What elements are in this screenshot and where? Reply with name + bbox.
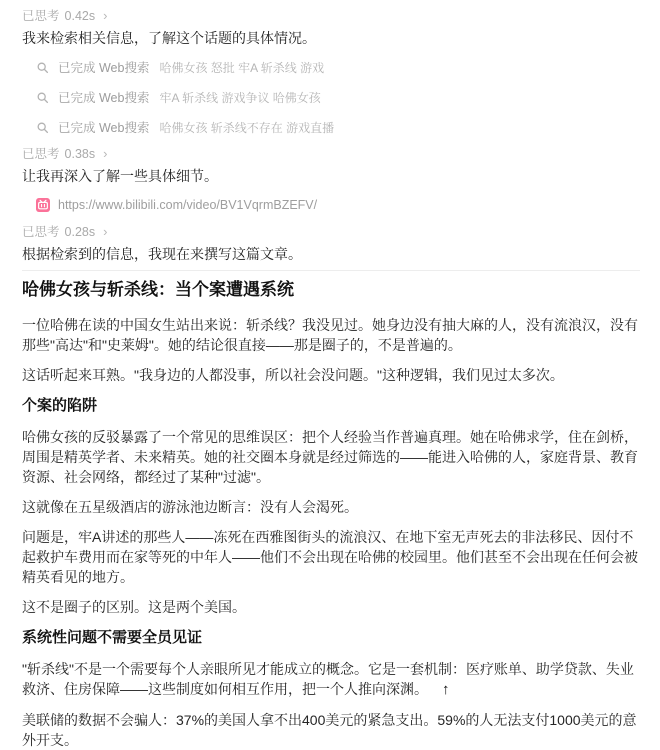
- section-heading-2: 系统性问题不需要全员见证: [22, 629, 203, 646]
- article-paragraph-s1-1: 哈佛女孩的反驳暴露了一个常见的思维误区：把个人经验当作普遍真理。她在哈佛求学，住在剑桥，周围是精英学者、未来精英。她的社交圈本身就是经过筛选的——能进入哈佛的人，家庭背景、教育资源、社会网络，都经过了某种"过滤"。: [22, 429, 638, 485]
- search-status-label: 已完成 Web搜索: [58, 121, 150, 135]
- assistant-message-2: 让我再深入了解一些具体细节。: [22, 168, 218, 184]
- web-search-result-2[interactable]: [36, 82, 640, 112]
- search-status-label: 已完成 Web搜索: [58, 91, 150, 105]
- thinking-toggle-3[interactable]: [22, 224, 640, 240]
- chevron-right-icon: ›: [103, 8, 108, 23]
- search-query: 哈佛女孩 斩杀线不存在 游戏直播: [159, 120, 335, 135]
- thinking-label: 已思考: [22, 147, 60, 161]
- web-search-list: [22, 52, 640, 142]
- web-search-result-3[interactable]: [36, 112, 640, 142]
- thinking-label: 已思考: [22, 225, 60, 239]
- search-query: 牢A 斩杀线 游戏争议 哈佛女孩: [159, 90, 321, 105]
- section-heading-1: 个案的陷阱: [22, 397, 98, 414]
- article-paragraph-s1-2: 这就像在五星级酒店的游泳池边断言：没有人会渴死。: [22, 499, 358, 515]
- web-search-result-1[interactable]: [36, 52, 640, 82]
- search-icon: [36, 91, 49, 104]
- article-paragraph-intro-2: 这话听起来耳熟。"我身边的人都没事，所以社会没问题。"这种逻辑，我们见过太多次。: [22, 367, 564, 383]
- thinking-label: 已思考: [22, 9, 60, 23]
- article-paragraph-s2-2: 美联储的数据不会骗人：37%的美国人拿不出400美元的紧急支出。59%的人无法支付1000美元的意外开支。: [22, 712, 637, 748]
- assistant-message-3: 根据检索到的信息，我现在来撰写这篇文章。: [22, 246, 302, 262]
- thinking-duration: 0.38s: [64, 147, 96, 161]
- chevron-right-icon: ›: [103, 224, 108, 239]
- article-paragraph-s1-4: 这不是圈子的区别。这是两个美国。: [22, 599, 246, 615]
- article-paragraph-intro-1: 一位哈佛在读的中国女生站出来说：斩杀线？我没见过。她身边没有抽大麻的人，没有流浪汉，没有那些"高达"和"史莱姆"。她的结论很直接——那是圈子的，不是普遍的。: [22, 317, 638, 353]
- thinking-toggle-1[interactable]: [22, 8, 640, 24]
- paragraph-text: "斩杀线"不是一个需要每个人亲眼所见才能成立的概念。它是一套机制：医疗账单、助学贷款、失业救济、住房保障——这些制度如何相互作用，把一个人推向深渊。: [22, 661, 634, 697]
- thinking-duration: 0.42s: [64, 9, 96, 23]
- search-query: 哈佛女孩 怒批 牢A 斩杀线 游戏: [159, 60, 325, 75]
- article-title: 哈佛女孩与斩杀线：当个案遭遇系统: [22, 280, 294, 299]
- assistant-message-1: 我来检索相关信息，了解这个话题的具体情况。: [22, 30, 316, 46]
- search-icon: [36, 61, 49, 74]
- chevron-right-icon: ›: [103, 146, 108, 161]
- thinking-toggle-2[interactable]: [22, 146, 640, 162]
- link-url: https://www.bilibili.com/video/BV1VqrmBZEFV/: [58, 198, 318, 212]
- article-paragraph-s1-3: 问题是，牢A讲述的那些人——冻死在西雅图街头的流浪汉、在地下室无声死去的非法移民、因付不起救护车费用而在家等死的中年人——他们不会出现在哈佛的校园里。他们甚至不会出现在任何会被精英看见的地方。: [22, 529, 638, 585]
- search-status-label: 已完成 Web搜索: [58, 61, 150, 75]
- thinking-duration: 0.28s: [64, 225, 96, 239]
- bilibili-icon: [36, 198, 50, 212]
- divider: [22, 270, 640, 271]
- up-arrow-cursor: ↑: [442, 681, 450, 698]
- search-icon: [36, 121, 49, 134]
- article-paragraph-s2-1: [22, 659, 640, 700]
- bilibili-link[interactable]: [22, 190, 640, 220]
